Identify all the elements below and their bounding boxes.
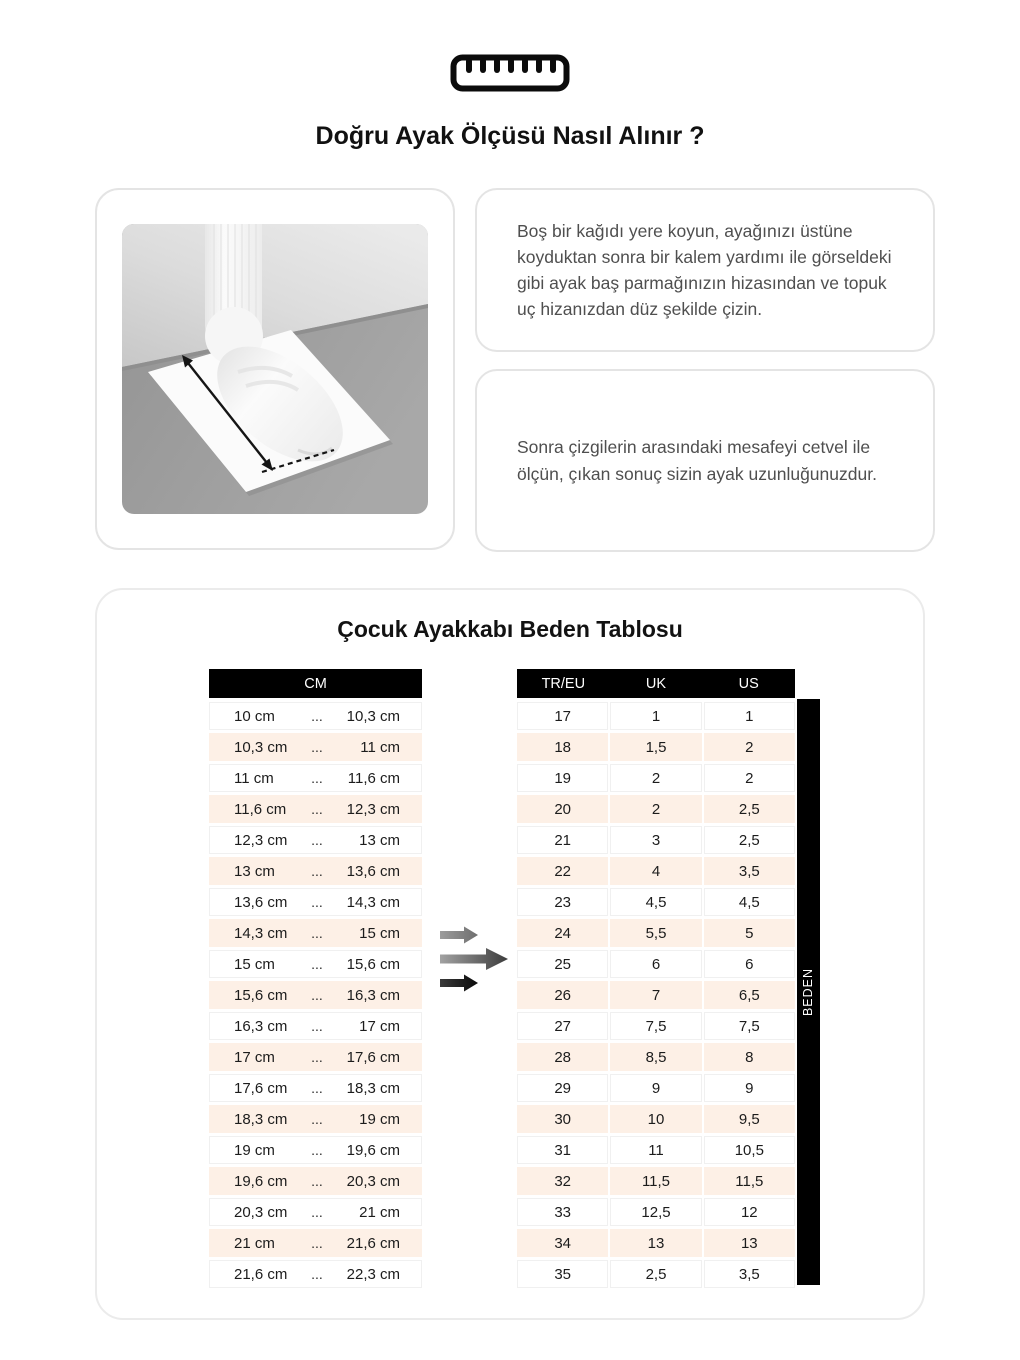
cm-range-to: 22,3 cm [346,1265,400,1283]
uk-size: 13 [610,1229,701,1257]
cm-range-to: 16,3 cm [346,986,400,1004]
cm-table [209,669,422,1291]
cm-range-from: 14,3 cm [234,924,288,942]
uk-size: 2,5 [610,1260,701,1288]
us-size: 9 [704,1074,795,1102]
tr-eu-size: 27 [517,1012,608,1040]
cm-range-to: 11 cm [360,738,400,756]
us-size: 11,5 [704,1167,795,1195]
tr-eu-size: 17 [517,702,608,730]
size-table-row [517,1136,795,1164]
cm-table-row [209,1167,422,1195]
cm-range-from: 19 cm [234,1141,275,1159]
cm-range-to: 17 cm [359,1017,400,1035]
tr-eu-size: 28 [517,1043,608,1071]
cm-range-from: 15 cm [234,955,275,973]
tr-eu-size: 29 [517,1074,608,1102]
us-size: 2 [704,764,795,792]
uk-size: 5,5 [610,919,701,947]
us-size: 12 [704,1198,795,1226]
cm-table-row [209,857,422,885]
cm-table-row [209,1198,422,1226]
uk-size: 1 [610,702,701,730]
cm-range-from: 15,6 cm [234,986,288,1004]
tr-eu-size: 20 [517,795,608,823]
tr-eu-size: 24 [517,919,608,947]
us-size: 13 [704,1229,795,1257]
us-size: 2,5 [704,795,795,823]
cm-table-body [209,702,422,1288]
size-table-row [517,795,795,823]
tr-eu-size: 35 [517,1260,608,1288]
cm-range-to: 19 cm [359,1110,400,1128]
us-size: 4,5 [704,888,795,916]
range-separator: ... [311,1235,323,1251]
cm-table-row [209,764,422,792]
cm-table-row [209,1136,422,1164]
range-separator: ... [311,987,323,1003]
tr-eu-size: 31 [517,1136,608,1164]
size-table-row [517,733,795,761]
instruction-step2-text: Sonra çizgilerin arasındaki mesafeyi cetvel ile ölçün, çıkan sonuç sizin ayak uzunluğunuzdur. [517,437,877,484]
measurement-instructions-section [95,188,935,552]
us-size: 3,5 [704,857,795,885]
us-size: 6 [704,950,795,978]
cm-range-from: 19,6 cm [234,1172,288,1190]
us-size: 6,5 [704,981,795,1009]
cm-range-from: 12,3 cm [234,831,288,849]
tr-eu-size: 32 [517,1167,608,1195]
cm-table-row [209,1105,422,1133]
size-table-row [517,1260,795,1288]
uk-size: 11,5 [610,1167,701,1195]
uk-size: 2 [610,764,701,792]
cm-range-from: 13,6 cm [234,893,288,911]
cm-range-from: 11,6 cm [234,800,287,818]
range-separator: ... [311,1204,323,1220]
us-size: 8 [704,1043,795,1071]
beden-label: BEDEN [801,967,816,1017]
range-separator: ... [311,832,323,848]
cm-range-from: 17,6 cm [234,1079,288,1097]
cm-table-header: CM [209,669,422,698]
size-table-row [517,919,795,947]
tr-eu-size: 18 [517,733,608,761]
cm-table-row [209,981,422,1009]
range-separator: ... [311,1142,323,1158]
size-table-body [517,702,795,1288]
size-table-row [517,764,795,792]
cm-range-to: 21,6 cm [346,1234,400,1252]
cm-range-from: 10 cm [234,707,275,725]
cm-range-from: 16,3 cm [234,1017,288,1035]
size-table-row [517,981,795,1009]
size-table-row [517,702,795,730]
cm-range-from: 10,3 cm [234,738,288,756]
us-size: 5 [704,919,795,947]
us-size: 2,5 [704,826,795,854]
cm-range-from: 21 cm [234,1234,275,1252]
cm-table-row [209,950,422,978]
cm-table-row [209,1074,422,1102]
size-table-row [517,1012,795,1040]
cm-range-to: 14,3 cm [346,893,400,911]
cm-table-row [209,1229,422,1257]
us-size: 3,5 [704,1260,795,1288]
cm-range-from: 18,3 cm [234,1110,288,1128]
cm-range-from: 20,3 cm [234,1203,288,1221]
cm-range-to: 13,6 cm [346,862,400,880]
cm-range-from: 11 cm [234,769,274,787]
foot-measurement-photo [122,224,428,514]
foot-photo-card [95,188,455,550]
tr-eu-size: 34 [517,1229,608,1257]
cm-range-from: 13 cm [234,862,275,880]
instruction-step1-text: Boş bir kağıdı yere koyun, ayağınızı üstüne koyduktan sonra bir kalem yardımı ile görseldeki gibi ayak baş parmağınızın hizasından ve topuk uç hizanızdan düz şekilde çizin. [517,220,892,320]
tr-eu-size: 26 [517,981,608,1009]
range-separator: ... [311,770,323,786]
range-separator: ... [311,1266,323,1282]
cm-range-to: 15,6 cm [346,955,400,973]
cm-table-row [209,826,422,854]
uk-size: 8,5 [610,1043,701,1071]
uk-size: 2 [610,795,701,823]
cm-range-from: 17 cm [234,1048,275,1066]
us-size: 1 [704,702,795,730]
uk-size: 11 [610,1136,701,1164]
tr-eu-size: 30 [517,1105,608,1133]
cm-table-row [209,733,422,761]
cm-table-row [209,702,422,730]
tr-eu-size: 33 [517,1198,608,1226]
range-separator: ... [311,1111,323,1127]
range-separator: ... [311,863,323,879]
cm-range-to: 19,6 cm [346,1141,400,1159]
page-title: Doğru Ayak Ölçüsü Nasıl Alınır ? [315,122,705,150]
uk-size: 10 [610,1105,701,1133]
uk-size: 7 [610,981,701,1009]
size-table-row [517,857,795,885]
cm-range-to: 11,6 cm [347,769,400,787]
range-separator: ... [311,739,323,755]
instruction-steps [475,188,935,552]
instruction-card-1 [475,188,935,352]
cm-range-to: 17,6 cm [346,1048,400,1066]
uk-size: 4,5 [610,888,701,916]
header-us: US [738,675,759,692]
cm-range-to: 15 cm [359,924,400,942]
tr-eu-size: 25 [517,950,608,978]
size-conversion-table [517,669,795,1291]
cm-table-row [209,1260,422,1288]
cm-table-row [209,1012,422,1040]
range-separator: ... [311,801,323,817]
cm-table-row [209,919,422,947]
cm-range-to: 21 cm [359,1203,400,1221]
size-table-row [517,1105,795,1133]
cm-range-to: 20,3 cm [346,1172,400,1190]
us-size: 10,5 [704,1136,795,1164]
range-separator: ... [311,708,323,724]
size-table-row [517,826,795,854]
beden-side-bar [797,699,820,1285]
us-size: 7,5 [704,1012,795,1040]
us-size: 2 [704,733,795,761]
size-table-row [517,1043,795,1071]
cm-table-row [209,1043,422,1071]
range-separator: ... [311,1173,323,1189]
tr-eu-size: 21 [517,826,608,854]
uk-size: 6 [610,950,701,978]
header-uk: UK [645,675,667,692]
size-table-row [517,950,795,978]
instruction-card-2 [475,369,935,552]
range-separator: ... [311,956,323,972]
range-separator: ... [311,894,323,910]
size-table-row [517,888,795,916]
cm-range-to: 10,3 cm [346,707,400,725]
range-separator: ... [311,1018,323,1034]
cm-range-from: 21,6 cm [234,1265,288,1283]
uk-size: 12,5 [610,1198,701,1226]
range-separator: ... [311,1049,323,1065]
ruler-icon [0,54,1020,92]
size-table-row [517,1198,795,1226]
cm-range-to: 18,3 cm [346,1079,400,1097]
tr-eu-size: 22 [517,857,608,885]
uk-size: 3 [610,826,701,854]
uk-size: 4 [610,857,701,885]
uk-size: 7,5 [610,1012,701,1040]
cm-range-to: 13 cm [359,831,400,849]
conversion-arrows-icon [438,922,518,997]
uk-size: 1,5 [610,733,701,761]
size-table-title: Çocuk Ayakkabı Beden Tablosu [337,616,683,642]
size-table-section [95,588,925,1320]
cm-range-to: 12,3 cm [346,800,400,818]
us-size: 9,5 [704,1105,795,1133]
size-table-row [517,1167,795,1195]
uk-size: 9 [610,1074,701,1102]
size-table-row [517,1074,795,1102]
tr-eu-size: 19 [517,764,608,792]
range-separator: ... [311,1080,323,1096]
cm-table-row [209,795,422,823]
tr-eu-size: 23 [517,888,608,916]
size-table-row [517,1229,795,1257]
cm-table-row [209,888,422,916]
header-tr-eu: TR/EU [541,675,586,692]
range-separator: ... [311,925,323,941]
size-table-header-row [517,669,795,698]
